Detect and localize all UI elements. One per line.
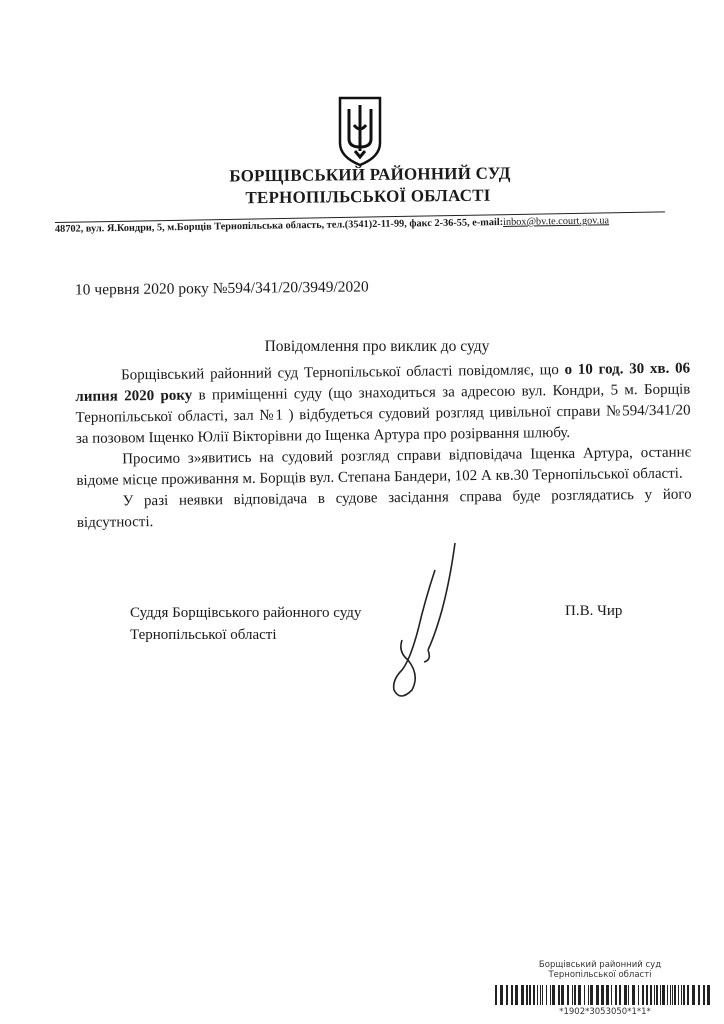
- barcode-label: [535, 960, 665, 980]
- barcode-bar: [526, 985, 528, 1005]
- court-name-line2: ТЕРНОПІЛЬСЬКОЇ ОБЛАСТІ: [245, 185, 491, 208]
- address-text: 48702, вул. Я.Кондри, 5, м.Борщів Тернопільська область, тел.(3541)2-11-99, факс 2-36-55, e-mail:: [54, 216, 504, 235]
- barcode-number: *1902*3053050*1*1*: [559, 1007, 651, 1017]
- barcode-bar: [667, 985, 668, 1005]
- barcode-bar: [654, 985, 655, 1005]
- barcode-bar: [638, 985, 639, 1005]
- barcode-bar: [596, 985, 599, 1005]
- court-name-line1: БОРЩІВСЬКИЙ РАЙОННИЙ СУД: [229, 163, 511, 186]
- coat-of-arms-trident-icon: [337, 95, 383, 167]
- barcode-bar: [615, 985, 617, 1005]
- barcode-bar: [500, 985, 503, 1005]
- barcode-bar: [646, 985, 648, 1005]
- barcode-bar: [495, 985, 497, 1005]
- barcode-bar: [546, 985, 547, 1005]
- barcode-bar: [572, 985, 573, 1005]
- barcode-bar: [707, 985, 710, 1005]
- judge-name: П.В. Чир: [565, 603, 623, 619]
- body-line: відсутності.: [76, 514, 154, 531]
- document-heading: Повідомлення про виклик до суду: [264, 338, 490, 355]
- barcode-bar: [552, 985, 555, 1005]
- text: Борщівський районний суд Тернопільської області повідомляє, що: [121, 362, 565, 384]
- barcode-bar: [506, 985, 508, 1005]
- barcode-bar: [628, 985, 629, 1005]
- barcode-bar: [567, 985, 569, 1005]
- barcode-bar: [672, 985, 673, 1005]
- barcode-bar: [683, 985, 685, 1005]
- barcode: [495, 985, 710, 1005]
- barcode-bar: [606, 985, 609, 1005]
- barcode-bar: [656, 985, 658, 1005]
- barcode-bar: [584, 985, 585, 1005]
- barcode-bar: [660, 985, 661, 1005]
- barcode-bar: [542, 985, 543, 1005]
- barcode-bar: [511, 985, 513, 1005]
- barcode-bar: [692, 985, 695, 1005]
- barcode-label-line1: Борщівський районний суд: [538, 960, 662, 970]
- barcode-bar: [632, 985, 635, 1005]
- handwritten-signature: [380, 540, 470, 705]
- document-body: [75, 358, 692, 534]
- barcode-bar: [624, 985, 627, 1005]
- barcode-bar: [515, 985, 518, 1005]
- barcode-bar: [574, 985, 576, 1005]
- hearing-date: липня 2020 року: [75, 387, 193, 405]
- barcode-bar: [670, 985, 671, 1005]
- barcode-bar: [533, 985, 535, 1005]
- barcode-bar: [681, 985, 682, 1005]
- signature-position: [130, 602, 361, 646]
- barcode-bar: [590, 985, 593, 1005]
- barcode-bar: [578, 985, 581, 1005]
- body-line: за позовом Іщенко Юлії Вікторівни до Іщенка Артура про розірвання шлюбу.: [75, 424, 571, 447]
- barcode-bar: [619, 985, 621, 1005]
- barcode-bar: [678, 985, 679, 1005]
- barcode-bar: [611, 985, 612, 1005]
- barcode-bar: [642, 985, 644, 1005]
- email-link[interactable]: inbox@bv.te.court.gov.ua: [502, 215, 610, 228]
- date-and-number: 10 червня 2020 року №594/341/20/3949/2020: [74, 278, 369, 299]
- position-line2: Тернопільської області: [130, 627, 277, 643]
- hearing-time: о 10 год. 30 хв. 06: [564, 360, 691, 379]
- barcode-bar: [674, 985, 676, 1005]
- barcode-label-line2: Тернопільської області: [548, 970, 652, 980]
- barcode-bar: [698, 985, 700, 1005]
- barcode-bar: [687, 985, 689, 1005]
- barcode-bar: [703, 985, 705, 1005]
- barcode-bar: [550, 985, 551, 1005]
- barcode-bar: [529, 985, 531, 1005]
- barcode-bar: [540, 985, 541, 1005]
- barcode-bar: [601, 985, 604, 1005]
- position-line1: Суддя Борщівського районного суду: [130, 605, 362, 621]
- body-line: Тернопільської області, зал №1 ) відбудеться судовий розгляд цивільної справи №594/341/20: [75, 402, 691, 426]
- text: в приміщенні суду (що знаходиться за адресою вул. Кондри, 5 м. Борщів: [192, 381, 691, 404]
- barcode-bar: [662, 985, 665, 1005]
- barcode-bar: [561, 985, 564, 1005]
- barcode-bar: [558, 985, 560, 1005]
- barcode-bar: [537, 985, 538, 1005]
- body-line: відоме місце проживання м. Борщів вул. Степана Бандери, 102 А кв.30 Тернопільської області.: [76, 465, 683, 489]
- barcode-bar: [588, 985, 589, 1005]
- body-line: Просимо з»явитись на судовий розгляд справи відповідача Іщенка Артура, останнє: [122, 444, 692, 468]
- barcode-bar: [521, 985, 524, 1005]
- barcode-bar: [650, 985, 652, 1005]
- body-line: У разі неявки відповідача в судове засідання справа буде розглядатись у його: [122, 486, 692, 510]
